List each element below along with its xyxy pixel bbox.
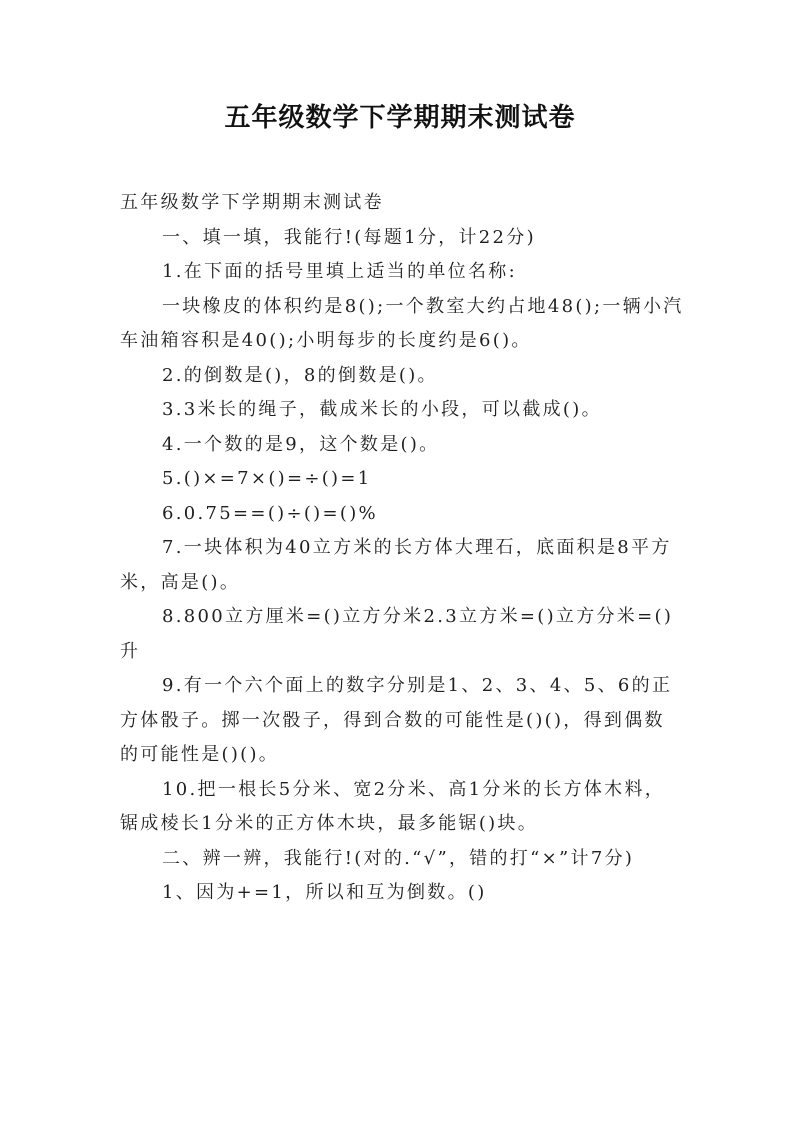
paragraph: 1.在下面的括号里填上适当的单位名称: — [162, 261, 517, 282]
paragraph: 2.的倒数是()，8的倒数是()。 — [162, 364, 438, 386]
paragraph: 6.0.75==()÷()=()% — [162, 502, 378, 524]
paragraph: 7.一块体积为40立方米的长方体大理石，底面积是8平方米，高是()。 — [120, 537, 672, 593]
paragraph: 一、填一填，我能行!(每题1分，计22分) — [162, 226, 536, 248]
paragraph: 8.800立方厘米=()立方分米2.3立方米=()立方分米=()升 — [120, 606, 674, 662]
document-subtitle: 五年级数学下学期期末测试卷 — [120, 192, 384, 213]
document-body — [120, 186, 685, 911]
paragraph: 4.一个数的是9，这个数是()。 — [162, 433, 440, 455]
paragraph: 3.3米长的绳子，截成米长的小段，可以截成()。 — [162, 399, 602, 420]
paragraph: 1、因为+=1，所以和互为倒数。() — [162, 882, 487, 903]
paragraph: 9.有一个六个面上的数字分别是1、2、3、4、5、6的正方体骰子。掷一次骰子，得到合数的可能性是()()，得到偶数的可能性是()()。 — [120, 675, 673, 765]
paragraph: 二、辨一辨，我能行!(对的.“√”，错的打“×”计7分) — [162, 847, 635, 869]
paragraph: 5.()×=7×()=÷()=1 — [162, 468, 372, 489]
paragraph: 一块橡皮的体积约是8();一个教室大约占地48();一辆小汽车油箱容积是40();小明每步的长度约是6()。 — [120, 295, 684, 351]
document-title: 五年级数学下学期期末测试卷 — [224, 103, 576, 133]
paragraph: 10.把一根长5分米、宽2分米、高1分米的长方体木料，锯成棱长1分米的正方体木块，最多能锯()块。 — [120, 778, 666, 834]
